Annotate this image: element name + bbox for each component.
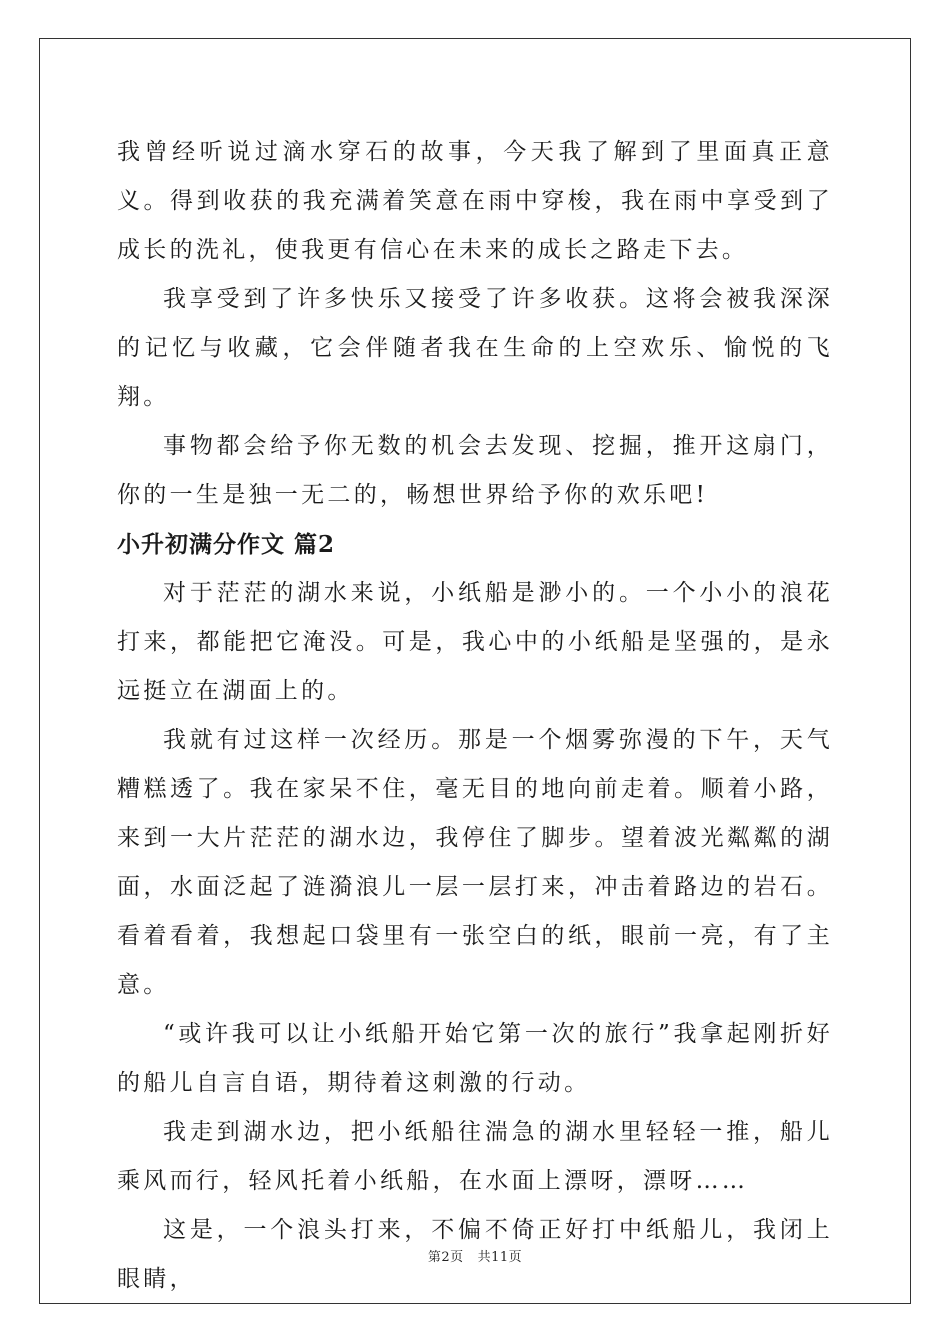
section-heading: 小升初满分作文 篇2 (117, 531, 336, 558)
paragraph: 事物都会给予你无数的机会去发现、挖掘，推开这扇门，你的一生是独一无二的，畅想世界给予你的欢乐吧! (117, 433, 833, 508)
page-number: 第2页 (427, 1250, 464, 1265)
paragraph: 我走到湖水边，把小纸船往湍急的湖水里轻轻一推，船儿乘风而行，轻风托着小纸船，在水面上漂呀，漂呀…… (117, 1119, 833, 1194)
paragraph: “或许我可以让小纸船开始它第一次的旅行”我拿起刚折好的船儿自言自语，期待着这刺激的行动。 (117, 1021, 833, 1096)
paragraph: 这是，一个浪头打来，不偏不倚正好打中纸船儿，我闭上眼睛， (117, 1217, 833, 1292)
paragraph: 我就有过这样一次经历。那是一个烟雾弥漫的下午，天气糟糕透了。我在家呆不住，毫无目的地向前走着。顺着小路，来到一大片茫茫的湖水边，我停住了脚步。望着波光粼粼的湖面，水面泛起了涟漪浪儿一层一层打来，冲击着路边的岩石。看着看着，我想起口袋里有一张空白的纸，眼前一亮，有了主意。 (117, 727, 833, 998)
document-body (117, 128, 833, 1304)
paragraph: 对于茫茫的湖水来说，小纸船是渺小的。一个小小的浪花打来，都能把它淹没。可是，我心中的小纸船是坚强的，是永远挺立在湖面上的。 (117, 580, 833, 704)
paragraph: 我享受到了许多快乐又接受了许多收获。这将会被我深深的记忆与收藏，它会伴随者我在生命的上空欢乐、愉悦的飞翔。 (117, 286, 833, 410)
page-total: 共11页 (477, 1250, 523, 1265)
page-footer (0, 1246, 950, 1265)
paragraph: 我曾经听说过滴水穿石的故事，今天我了解到了里面真正意义。得到收获的我充满着笑意在雨中穿梭，我在雨中享受到了成长的洗礼，使我更有信心在未来的成长之路走下去。 (117, 139, 833, 263)
